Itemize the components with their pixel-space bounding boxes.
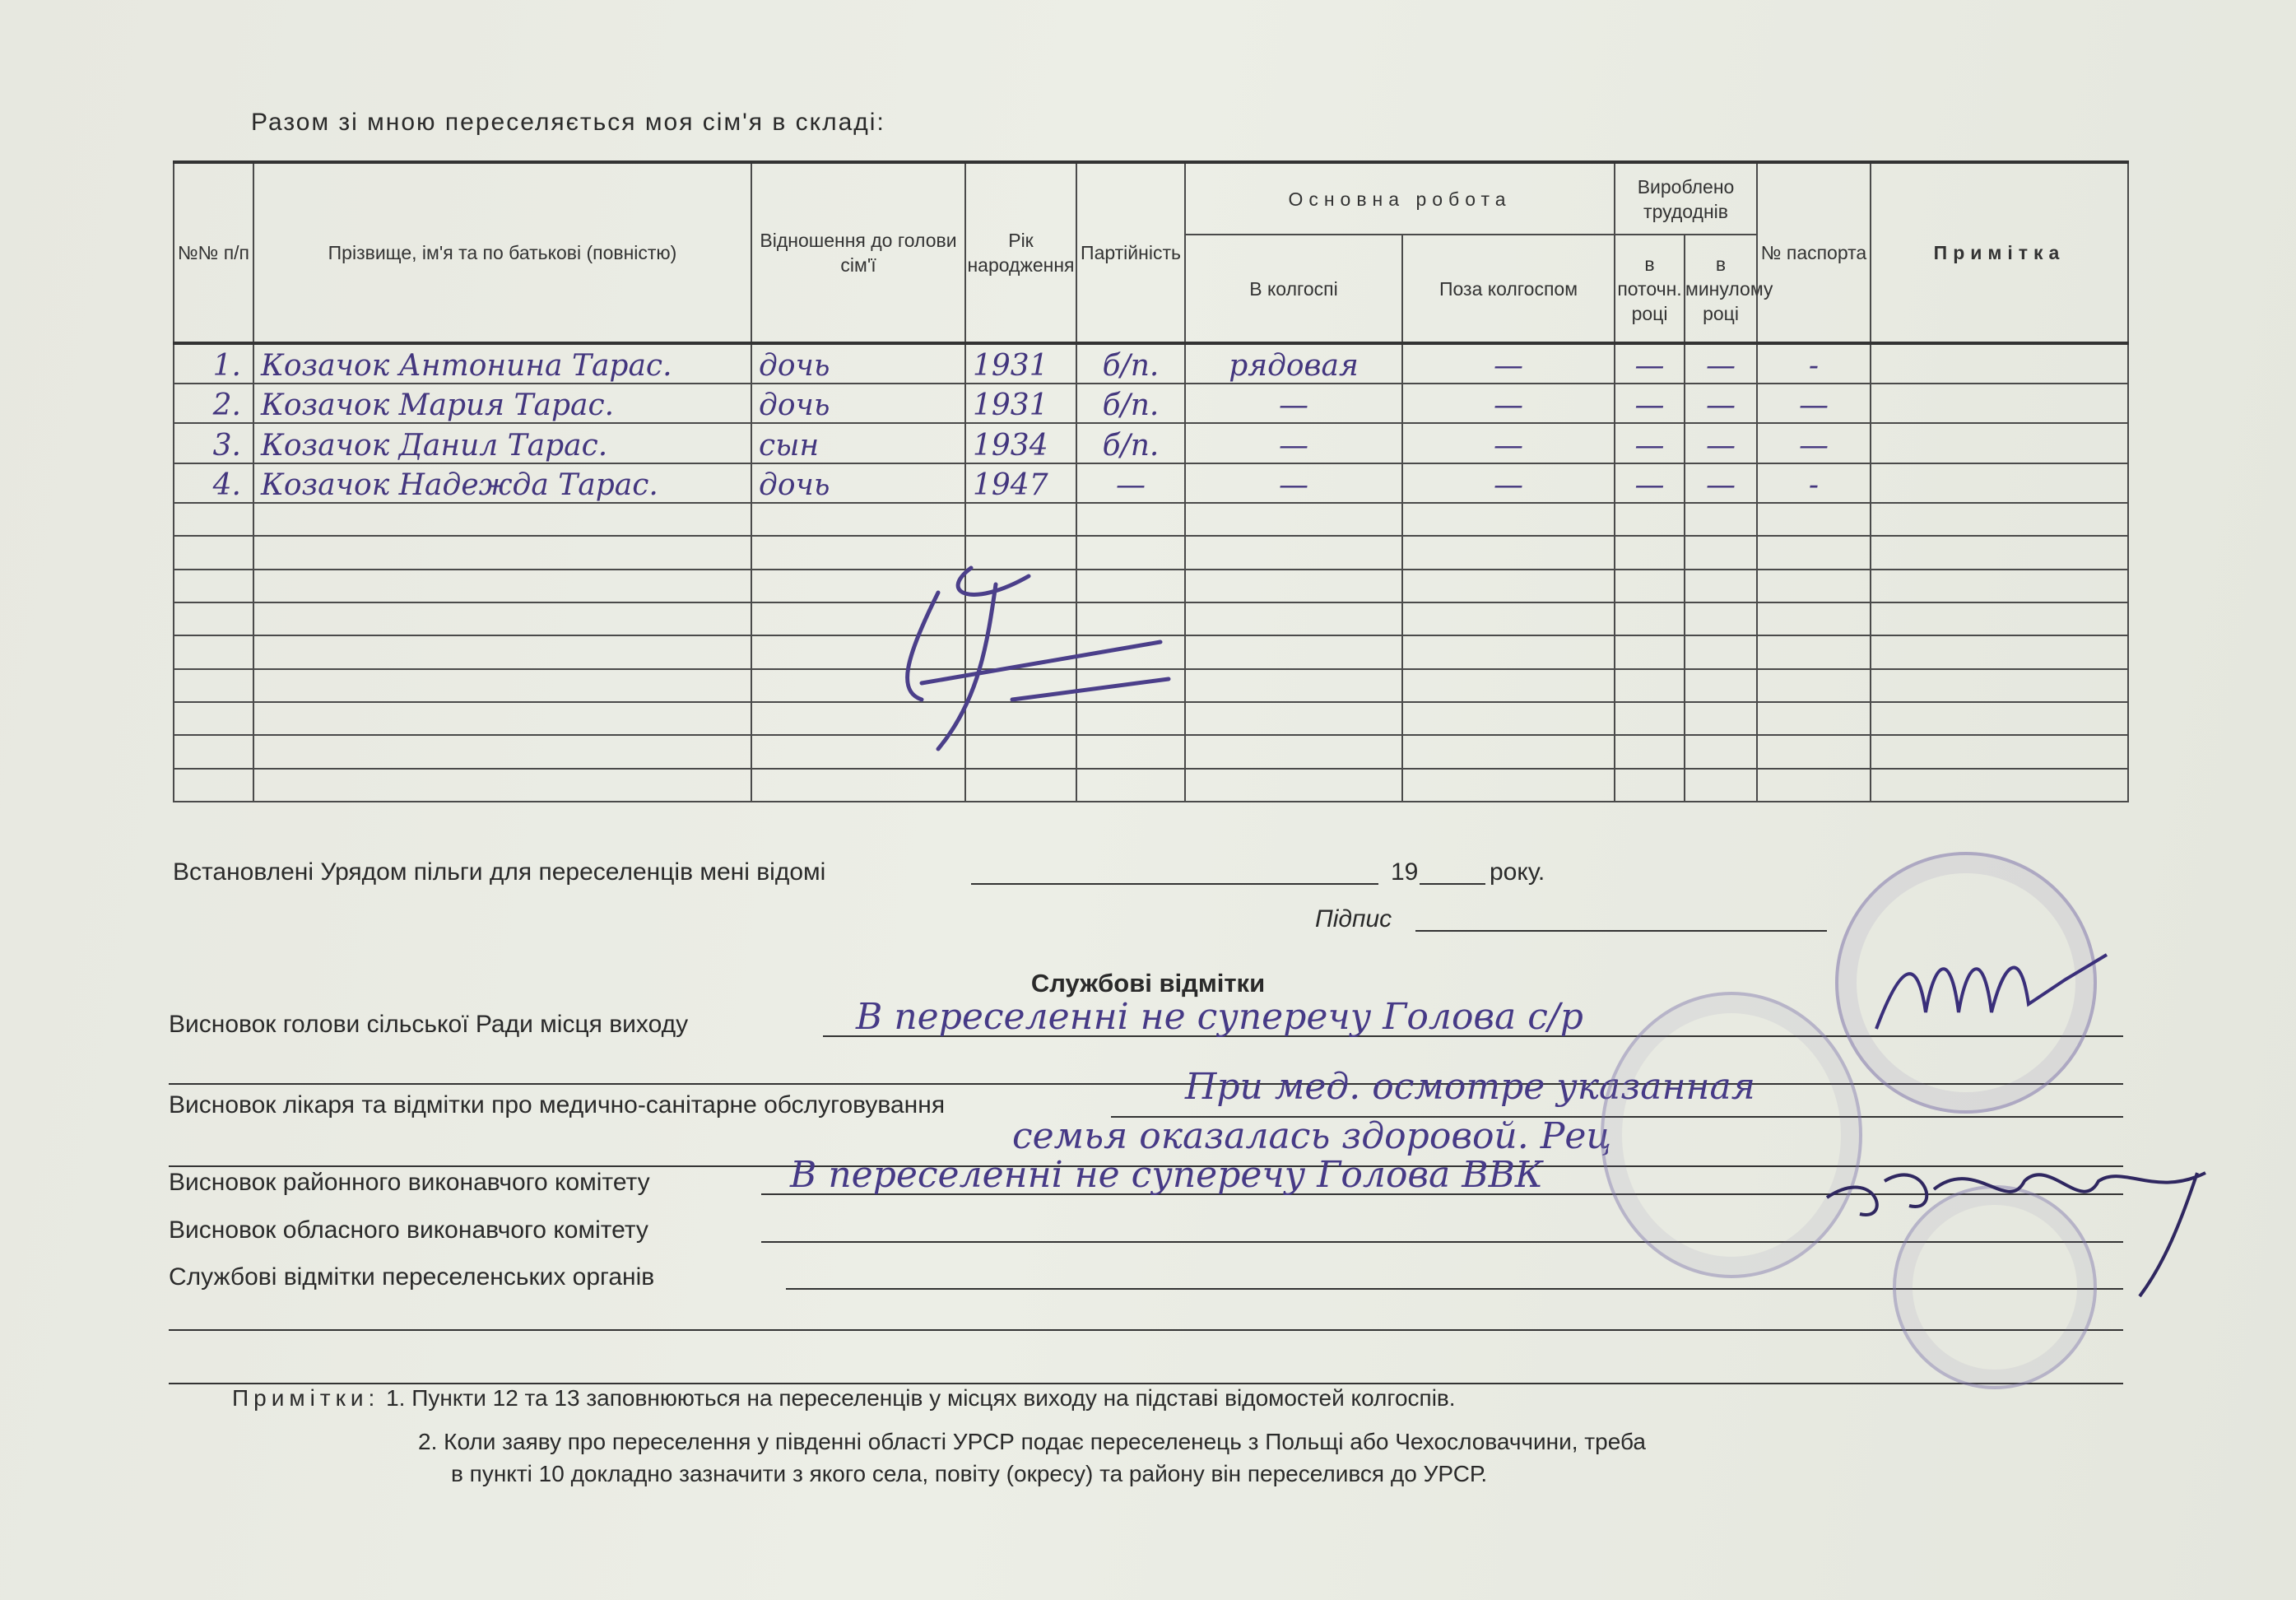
table-row: [174, 463, 2128, 503]
table-cell-relation: [751, 769, 965, 802]
table-cell-note: [1871, 423, 2128, 463]
note-item-3: в пункті 10 докладно зазначити з якого села, повіту (окресу) та району він переселився до УРСР.: [451, 1461, 1488, 1486]
table-cell-cur: [1615, 503, 1685, 536]
table-cell-cur: [1615, 536, 1685, 569]
table-cell-num: 2.: [174, 384, 253, 423]
table-cell-in_kolkhoz: [1185, 503, 1402, 536]
table-cell-passport: [1757, 635, 1871, 668]
table-cell-in_kolkhoz: —: [1185, 463, 1402, 503]
note-item-2: 2. Коли заяву про переселення у південні області УРСР подає переселенець з Польщі або Чехословаччини, треба: [418, 1429, 1646, 1454]
benefits-label: Встановлені Урядом пільги для переселенців мені відомі: [173, 858, 826, 886]
table-cell-year: 1934: [965, 423, 1076, 463]
intro-text: Разом зі мною переселяється моя сім'я в складі:: [251, 109, 885, 136]
blank-line: [169, 1383, 2123, 1384]
table-cell-num: [174, 735, 253, 768]
table-cell-note: [1871, 503, 2128, 536]
table-row: [174, 769, 2128, 802]
table-cell-cur: [1615, 702, 1685, 735]
table-cell-note: [1871, 343, 2128, 384]
header-past-year: в минулому році: [1685, 235, 1757, 343]
table-cell-outside: [1402, 769, 1615, 802]
header-num: №№ п/п: [174, 162, 253, 343]
table-cell-outside: [1402, 536, 1615, 569]
table-cell-name: Козачок Данил Тарас.: [253, 423, 751, 463]
table-cell-num: 1.: [174, 343, 253, 384]
table-cell-party: [1076, 769, 1185, 802]
table-cell-in_kolkhoz: [1185, 570, 1402, 602]
table-cell-cur: [1615, 735, 1685, 768]
table-cell-note: [1871, 735, 2128, 768]
header-relation: Відношення до голови сім'ї: [751, 162, 965, 343]
table-cell-in_kolkhoz: —: [1185, 384, 1402, 423]
table-cell-name: Козачок Антонина Тарас.: [253, 343, 751, 384]
table-cell-outside: —: [1402, 384, 1615, 423]
benefits-year-suffix: року.: [1490, 858, 1545, 886]
table-cell-passport: [1757, 602, 1871, 635]
table-cell-party: б/п.: [1076, 384, 1185, 423]
table-cell-relation: дочь: [751, 463, 965, 503]
header-note: Примітка: [1871, 162, 2128, 343]
header-in-kolkhoz: В колгоспі: [1185, 235, 1402, 343]
table-cell-cur: [1615, 635, 1685, 668]
table-cell-relation: сын: [751, 423, 965, 463]
table-cell-outside: [1402, 702, 1615, 735]
table-cell-passport: —: [1757, 384, 1871, 423]
table-cell-past: [1685, 635, 1757, 668]
table-cell-cur: —: [1615, 384, 1685, 423]
table-cell-in_kolkhoz: —: [1185, 423, 1402, 463]
table-cell-note: [1871, 463, 2128, 503]
table-cell-name: [253, 536, 751, 569]
table-cell-num: [174, 602, 253, 635]
table-cell-in_kolkhoz: рядовая: [1185, 343, 1402, 384]
table-cell-num: 3.: [174, 423, 253, 463]
table-cell-past: [1685, 735, 1757, 768]
table-cell-num: [174, 635, 253, 668]
table-cell-num: [174, 570, 253, 602]
table-cell-cur: [1615, 669, 1685, 702]
table-cell-year: 1931: [965, 343, 1076, 384]
table-cell-past: [1685, 602, 1757, 635]
table-cell-note: [1871, 635, 2128, 668]
header-main-work: Основна робота: [1185, 162, 1615, 235]
table-cell-outside: —: [1402, 343, 1615, 384]
table-cell-past: —: [1685, 343, 1757, 384]
table-cell-cur: —: [1615, 423, 1685, 463]
table-cell-name: [253, 570, 751, 602]
table-cell-name: [253, 669, 751, 702]
table-cell-passport: -: [1757, 343, 1871, 384]
table-cell-outside: —: [1402, 423, 1615, 463]
table-cell-cur: [1615, 602, 1685, 635]
table-cell-note: [1871, 702, 2128, 735]
table-cell-passport: -: [1757, 463, 1871, 503]
benefits-year-prefix: 19: [1391, 858, 1419, 886]
strike-mark: [889, 560, 1185, 765]
field-resettlement-label: Службові відмітки переселенських органів: [169, 1263, 655, 1291]
chairman-signature: [1868, 930, 2115, 1053]
table-cell-year: 1931: [965, 384, 1076, 423]
table-cell-name: [253, 635, 751, 668]
signature-blank: [1415, 930, 1827, 932]
field-regional-committee-label: Висновок обласного виконавчого комітету: [169, 1216, 648, 1244]
table-cell-name: Козачок Надежда Тарас.: [253, 463, 751, 503]
table-cell-note: [1871, 669, 2128, 702]
table-cell-outside: [1402, 735, 1615, 768]
table-cell-cur: —: [1615, 343, 1685, 384]
field-doctor-handwriting-line2: семья оказалась здоровой. Рец: [1012, 1115, 1612, 1157]
table-cell-num: [174, 669, 253, 702]
table-cell-past: —: [1685, 423, 1757, 463]
table-cell-name: [253, 702, 751, 735]
table-cell-outside: [1402, 570, 1615, 602]
table-cell-num: 4.: [174, 463, 253, 503]
table-cell-note: [1871, 570, 2128, 602]
table-row: [174, 503, 2128, 536]
header-party: Партійність: [1076, 162, 1185, 343]
table-cell-passport: [1757, 669, 1871, 702]
field-district-committee-label: Висновок районного виконавчого комітету: [169, 1169, 650, 1196]
field-village-council-handwriting: В переселенні не суперечу Голова с/р: [856, 996, 1583, 1038]
header-workdays: Вироблено трудоднів: [1615, 162, 1757, 235]
table-cell-cur: [1615, 570, 1685, 602]
table-cell-num: [174, 769, 253, 802]
table-cell-past: [1685, 503, 1757, 536]
table-cell-past: [1685, 536, 1757, 569]
table-cell-party: б/п.: [1076, 423, 1185, 463]
table-cell-outside: [1402, 669, 1615, 702]
table-cell-year: [965, 503, 1076, 536]
table-cell-past: [1685, 702, 1757, 735]
table-cell-outside: [1402, 635, 1615, 668]
table-cell-name: [253, 503, 751, 536]
field-doctor-handwriting: При мед. осмотре указанная: [1185, 1066, 1755, 1108]
table-cell-cur: —: [1615, 463, 1685, 503]
table-cell-year: 1947: [965, 463, 1076, 503]
table-cell-num: [174, 503, 253, 536]
header-passport: № паспорта: [1757, 162, 1871, 343]
table-cell-passport: [1757, 570, 1871, 602]
table-cell-year: [965, 769, 1076, 802]
benefits-year-blank: [1420, 883, 1485, 885]
table-cell-name: [253, 769, 751, 802]
table-cell-passport: [1757, 702, 1871, 735]
table-cell-outside: —: [1402, 463, 1615, 503]
table-cell-note: [1871, 769, 2128, 802]
field-doctor-label: Висновок лікаря та відмітки про медично-санітарне обслуговування: [169, 1091, 946, 1119]
table-cell-in_kolkhoz: [1185, 669, 1402, 702]
table-cell-past: [1685, 570, 1757, 602]
table-cell-party: [1076, 503, 1185, 536]
table-cell-in_kolkhoz: [1185, 635, 1402, 668]
table-cell-note: [1871, 602, 2128, 635]
field-district-committee-handwriting: В переселенні не суперечу Голова ВВК: [790, 1154, 1543, 1196]
benefits-blank: [971, 883, 1378, 885]
table-cell-note: [1871, 536, 2128, 569]
table-cell-num: [174, 536, 253, 569]
signature-label: Підпис: [1315, 905, 1392, 933]
table-row: [174, 343, 2128, 384]
blank-line: [169, 1329, 2123, 1331]
field-village-council-label: Висновок голови сільської Ради місця виходу: [169, 1011, 689, 1038]
table-cell-party: —: [1076, 463, 1185, 503]
table-cell-past: —: [1685, 463, 1757, 503]
table-cell-outside: [1402, 503, 1615, 536]
header-current-year: в поточн. році: [1615, 235, 1685, 343]
table-cell-name: Козачок Мария Тарас.: [253, 384, 751, 423]
table-cell-in_kolkhoz: [1185, 769, 1402, 802]
table-cell-passport: [1757, 536, 1871, 569]
table-cell-cur: [1615, 769, 1685, 802]
table-cell-in_kolkhoz: [1185, 735, 1402, 768]
notes-block: [232, 1385, 1456, 1412]
district-signature: [1810, 1148, 2222, 1305]
table-cell-passport: —: [1757, 423, 1871, 463]
table-cell-relation: [751, 503, 965, 536]
table-cell-in_kolkhoz: [1185, 602, 1402, 635]
table-cell-past: [1685, 669, 1757, 702]
header-outside-kolkhoz: Поза колгоспом: [1402, 235, 1615, 343]
table-row: [174, 384, 2128, 423]
table-cell-name: [253, 602, 751, 635]
service-title: Службові відмітки: [1030, 969, 1266, 998]
notes-label: Примітки:: [232, 1385, 380, 1411]
header-name: Прізвище, ім'я та по батькові (повністю): [253, 162, 751, 343]
header-birth-year: Рік народження: [965, 162, 1076, 343]
table-cell-outside: [1402, 602, 1615, 635]
table-cell-past: [1685, 769, 1757, 802]
table-row: [174, 423, 2128, 463]
table-cell-relation: дочь: [751, 343, 965, 384]
note-item-1: 1. Пункти 12 та 13 заповнюються на переселенців у місцях виходу на підставі відомостей колгоспів.: [386, 1385, 1456, 1411]
table-cell-passport: [1757, 735, 1871, 768]
table-cell-party: б/п.: [1076, 343, 1185, 384]
table-cell-passport: [1757, 769, 1871, 802]
table-cell-name: [253, 735, 751, 768]
table-cell-note: [1871, 384, 2128, 423]
table-cell-relation: дочь: [751, 384, 965, 423]
table-cell-in_kolkhoz: [1185, 702, 1402, 735]
table-cell-num: [174, 702, 253, 735]
table-cell-past: —: [1685, 384, 1757, 423]
table-cell-in_kolkhoz: [1185, 536, 1402, 569]
table-cell-passport: [1757, 503, 1871, 536]
